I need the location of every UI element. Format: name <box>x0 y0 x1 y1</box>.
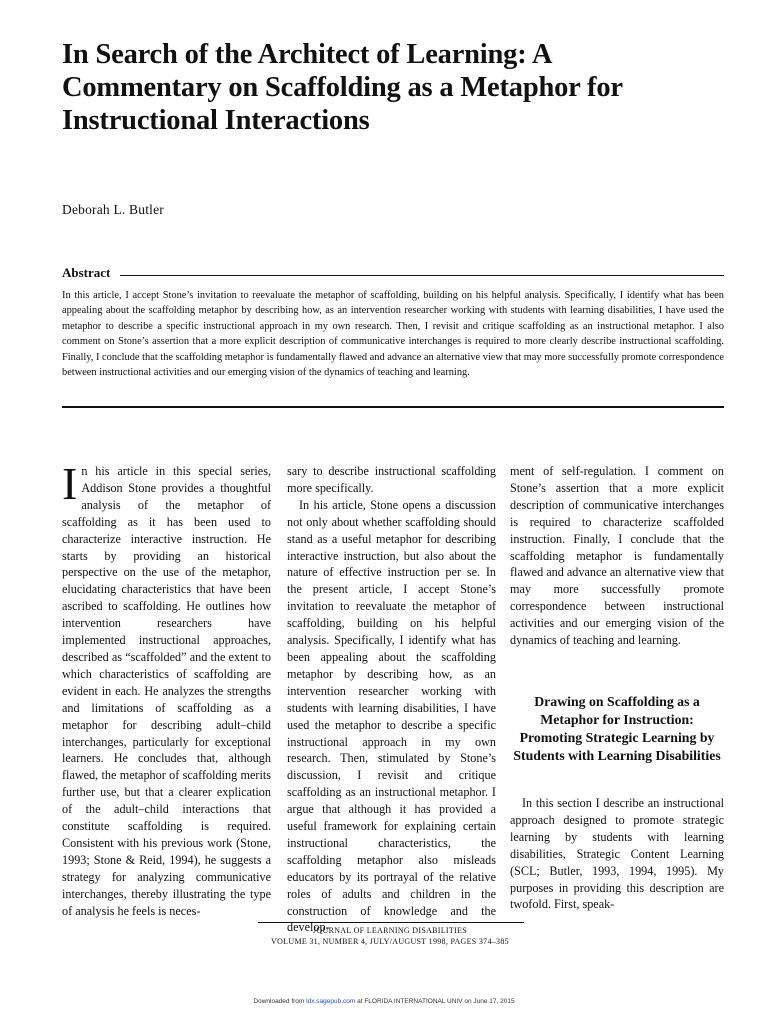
body-paragraph-2: In his article, Stone opens a discussion not only about whether scaffolding should stand as a useful metaphor for describing interactive instruction, but also about the nature of effective instruction per se. In the present article, I accept Stone’s invitation to reevaluate the metaphor of scaffolding, building on his helpful analysis. Specifically, I identify what has been appealing about the scaffolding metaphor by describing how, as an intervention researcher working with students with learning disabilities, I have used the metaphor to describe a specific instructional approach in my own research. Then, stimulated by Stone’s discussion, I revisit and critique scaffolding as an instructional metaphor. I argue that although it has provided a useful framework for explaining certain instructional characteristics, the scaffolding metaphor also misleads educators by its portrayal of the relative roles of adults and children in the construction of knowledge and the develop- <box>287 497 496 935</box>
body-paragraph-1 <box>62 458 271 919</box>
abstract-heading: Abstract <box>62 265 116 281</box>
body-column-3 <box>510 463 724 649</box>
body-paragraph-1-text: n his article in this special series, Addison Stone provides a thoughtful analysis of the metaphor of scaffolding as it has been used to characterize interactive instruction. He starts by providing an historical perspective on the use of the metaphor, elucidating characteristics that have been ascribed to scaffolding. He outlines how intervention researchers have implemented instructional approaches, described as “scaffolded” and the extent to which characteristics of scaffolding are evident in each. He analyzes the strengths and limitations of scaffolding as a metaphor for describing adult–child interchanges, particularly for exceptional learners. He concludes that, although flawed, the metaphor of scaffolding merits further use, but that a clearer explication of the adult–child interactions that constitute scaffolding is required. Consistent with his previous work (Stone, 1993; Stone & Reid, 1994), he suggests a strategy for analyzing communicative interchanges, thereby illustrating the type of analysis he feels is neces- <box>62 464 271 918</box>
journal-name: JOURNAL OF LEARNING DISABILITIES <box>313 926 467 935</box>
footer-rule <box>258 922 524 923</box>
abstract-text: In this article, I accept Stone’s invitation to reevaluate the metaphor of scaffolding, building on his helpful analysis. Specifically, I identify what has been appealing about the scaffolding metaphor by describing how, as an intervention researcher working with students with learning disabilities, I have used the metaphor to describe a specific instructional approach in my own research. Then, I revisit and critique scaffolding as an instructional metaphor. I also comment on Stone’s assertion that a more explicit description of communicative interchanges is required to more clearly describe instructional scaffolding. Finally, I conclude that the scaffolding metaphor is fundamentally flawed and advance an alternative view that may more successfully promote correspondence between instructional activities and our emerging vision of the dynamics of teaching and learning. <box>62 290 724 379</box>
body-paragraph-2-continued: ment of self-regulation. I comment on Stone’s assertion that a more explicit description of communicative interchanges is required to characterize scaffolded instruction. Finally, I conclude that the scaffolding metaphor is fundamentally flawed and advance an alternative view that may more successfully promote correspondence between instructional activities and our emerging vision of the dynamics of teaching and learning. <box>510 464 724 648</box>
author-name: Deborah L. Butler <box>62 202 164 217</box>
body-paragraph-3: In this section I describe an instructional approach designed to promote strategic learning by students with learning disabilities, Strategic Content Learning (SCL; Butler, 1993, 1994, 1995). My purposes in providing this description are twofold. First, speak- <box>510 796 724 912</box>
body-column-1 <box>62 458 271 919</box>
body-column-2 <box>287 463 496 936</box>
section-heading: Drawing on Scaffolding as a Metaphor for Instruction: Promoting Strategic Learning by Students with Learning Disabilities <box>513 694 721 763</box>
download-suffix: at FLORIDA INTERNATIONAL UNIV on June 17, 2015 <box>355 998 515 1005</box>
article-title: In Search of the Architect of Learning: A Commentary on Scaffolding as a Metaphor for Instructional Interactions <box>62 39 623 136</box>
download-link[interactable]: ldx.sagepub.com <box>306 998 356 1005</box>
abstract-rule-bottom <box>62 406 724 408</box>
download-prefix: Downloaded from <box>253 998 307 1005</box>
drop-cap: I <box>62 458 78 509</box>
abstract-rule-top <box>120 275 724 276</box>
journal-issue: VOLUME 31, NUMBER 4, JULY/AUGUST 1998, PAGES 374–385 <box>271 937 509 946</box>
abstract-header <box>62 265 724 281</box>
body-column-3-lower <box>510 795 724 913</box>
body-paragraph-1-continued: sary to describe instructional scaffolding more specifically. <box>287 464 496 495</box>
download-notice <box>120 998 648 1005</box>
